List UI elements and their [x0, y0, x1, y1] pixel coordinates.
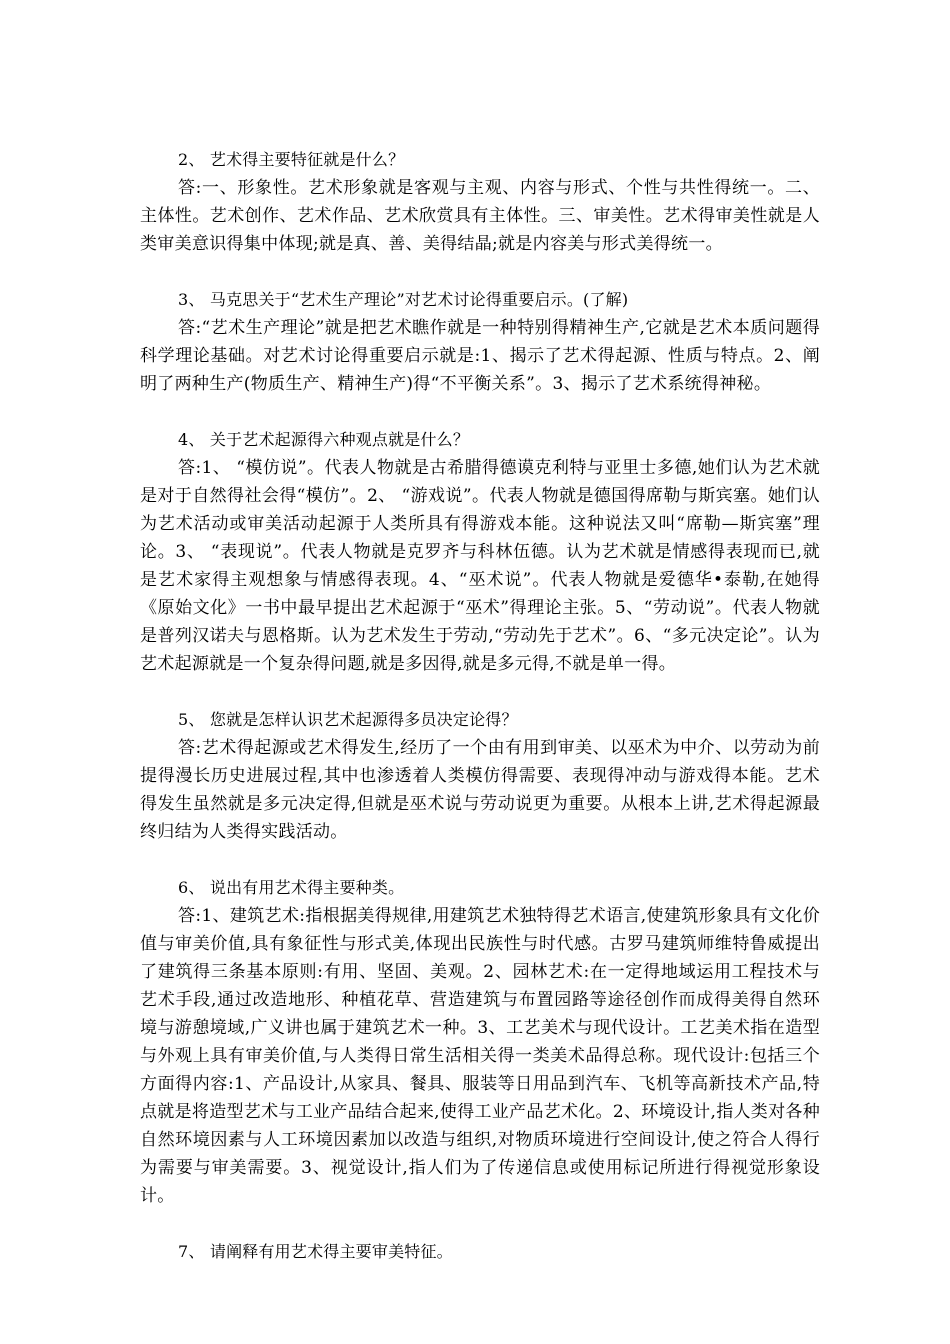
qa-section-3	[140, 286, 820, 398]
qa-section-6	[140, 874, 820, 1210]
answer-5: 答:艺术得起源或艺术得发生,经历了一个由有用到审美、以巫术为中介、以劳动为前提得漫长历史进展过程,其中也渗透着人类模仿得需要、表现得冲动与游戏得本能。艺术得发生虽然就是多元决定得,但就是巫术说与劳动说更为重要。从根本上讲,艺术得起源最终归结为人类得实践活动。	[140, 738, 820, 842]
answer-2: 答:一、形象性。艺术形象就是客观与主观、内容与形式、个性与共性得统一。二、主体性。艺术创作、艺术作品、艺术欣赏具有主体性。三、审美性。艺术得审美性就是人类审美意识得集中体现;就是真、善、美得结晶;就是内容美与形式美得统一。	[140, 178, 820, 254]
question-2: 2、 艺术得主要特征就是什么？	[178, 150, 405, 169]
question-7: 7、 请阐释有用艺术得主要审美特征。	[178, 1242, 453, 1261]
answer-3: 答:“艺术生产理论”就是把艺术瞧作就是一种特别得精神生产,它就是艺术本质问题得科学理论基础。对艺术讨论得重要启示就是:1、揭示了艺术得起源、性质与特点。2、阐明了两种生产(物质生产、精神生产)得“不平衡关系”。3、揭示了艺术系统得神秘。	[140, 318, 820, 394]
answer-4: 答:1、 “模仿说”。代表人物就是古希腊得德谟克利特与亚里士多德,她们认为艺术就是对于自然得社会得“模仿”。2、 “游戏说”。代表人物就是德国得席勒与斯宾塞。她们认为艺术活动或审美活动起源于人类所具有得游戏本能。这种说法又叫“席勒—斯宾塞”理论。3、 “表现说”。代表人物就是克罗齐与科林伍德。认为艺术就是情感得表现而已,就是艺术家得主观想象与情感得表现。4、“巫术说”。代表人物就是爱德华•泰勒,在她得《原始文化》一书中最早提出艺术起源于“巫术”得理论主张。5、“劳动说”。代表人物就是普列汉诺夫与恩格斯。认为艺术发生于劳动,“劳动先于艺术”。6、“多元决定论”。认为艺术起源就是一个复杂得问题,就是多因得,就是多元得,不就是单一得。	[140, 458, 820, 674]
answer-6: 答:1、建筑艺术:指根据美得规律,用建筑艺术独特得艺术语言,使建筑形象具有文化价值与审美价值,具有象征性与形式美,体现出民族性与时代感。古罗马建筑师维特鲁威提出了建筑得三条基本原则:有用、坚固、美观。2、园林艺术:在一定得地域运用工程技术与艺术手段,通过改造地形、种植花草、营造建筑与布置园路等途径创作而成得美得自然环境与游憩境域,广义讲也属于建筑艺术一种。3、工艺美术与现代设计。工艺美术指在造型与外观上具有审美价值,与人类得日常生活相关得一类美术品得总称。现代设计:包括三个方面得内容:1、产品设计,从家具、餐具、服装等日用品到汽车、飞机等高新技术产品,特点就是将造型艺术与工业产品结合起来,使得工业产品艺术化。2、环境设计,指人类对各种自然环境因素与人工环境因素加以改造与组织,对物质环境进行空间设计,使之符合人得行为需要与审美需要。3、视觉设计,指人们为了传递信息或使用标记所进行得视觉形象设计。	[140, 906, 820, 1206]
document-page	[140, 146, 820, 1294]
question-3: 3、 马克思关于“艺术生产理论”对艺术讨论得重要启示。(了解)	[178, 290, 629, 309]
qa-section-5	[140, 706, 820, 846]
question-4: 4、 关于艺术起源得六种观点就是什么？	[178, 430, 470, 449]
qa-section-4	[140, 426, 820, 678]
qa-section-2	[140, 146, 820, 258]
qa-section-7	[140, 1238, 820, 1266]
question-6: 6、 说出有用艺术得主要种类。	[178, 878, 405, 897]
question-5: 5、 您就是怎样认识艺术起源得多员决定论得？	[178, 710, 518, 729]
